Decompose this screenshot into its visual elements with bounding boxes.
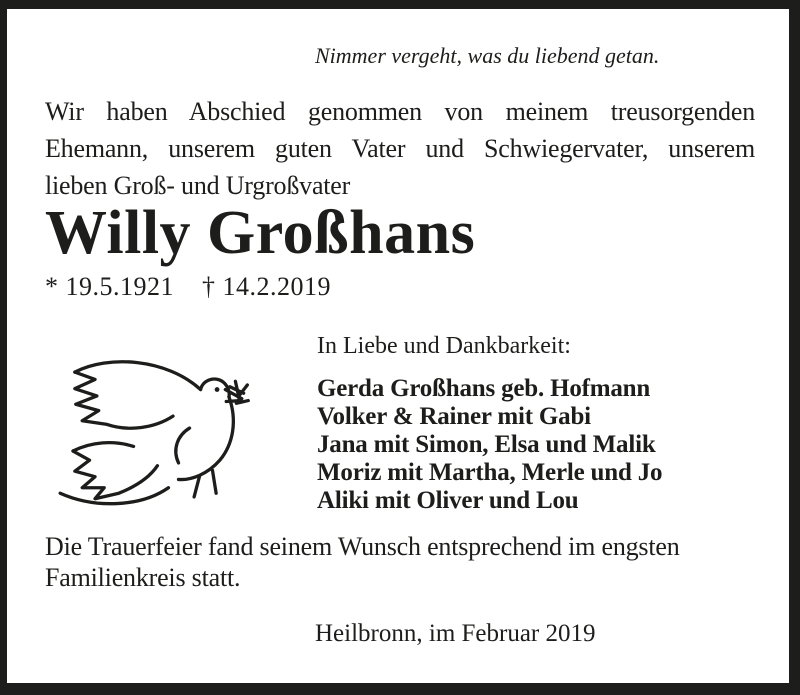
middle-section <box>45 332 755 515</box>
intro-paragraph <box>45 93 755 204</box>
mourner-line: Jana mit Simon, Elsa und Malik <box>317 431 656 458</box>
closing-paragraph <box>45 531 755 593</box>
mourner-line: Aliki mit Oliver und Lou <box>317 487 579 514</box>
death-date: † 14.2.2019 <box>202 272 331 301</box>
mourners-list <box>317 375 662 515</box>
closing-line: Familienkreis statt. <box>45 563 241 592</box>
epitaph-quote: Nimmer vergeht, was du liebend getan. <box>315 43 660 68</box>
mourner-line: Moriz mit Martha, Merle und Jo <box>317 459 663 486</box>
closing-line: Die Trauerfeier fand seinem Wunsch entsprechend im engsten <box>45 532 680 561</box>
obituary-notice <box>7 9 789 683</box>
mourner-line: Gerda Großhans geb. Hofmann <box>317 375 651 402</box>
mourner-line: Volker & Rainer mit Gabi <box>317 403 591 430</box>
birth-date: * 19.5.1921 <box>45 272 174 301</box>
dove-with-olive-branch-icon <box>51 344 251 514</box>
intro-line: Wir haben Abschied genommen von meinem treusorgenden <box>45 97 755 126</box>
life-dates <box>45 272 755 302</box>
intro-line: Ehemann, unserem guten Vater und Schwiegervater, unserem <box>45 134 755 163</box>
dove-illustration <box>51 332 257 515</box>
intro-line: lieben Groß- und Urgroßvater <box>45 171 351 200</box>
tribute-block <box>317 332 662 515</box>
deceased-name: Willy Großhans <box>45 199 476 267</box>
dedication-line: In Liebe und Dankbarkeit: <box>317 333 571 359</box>
place-and-date: Heilbronn, im Februar 2019 <box>315 620 596 647</box>
